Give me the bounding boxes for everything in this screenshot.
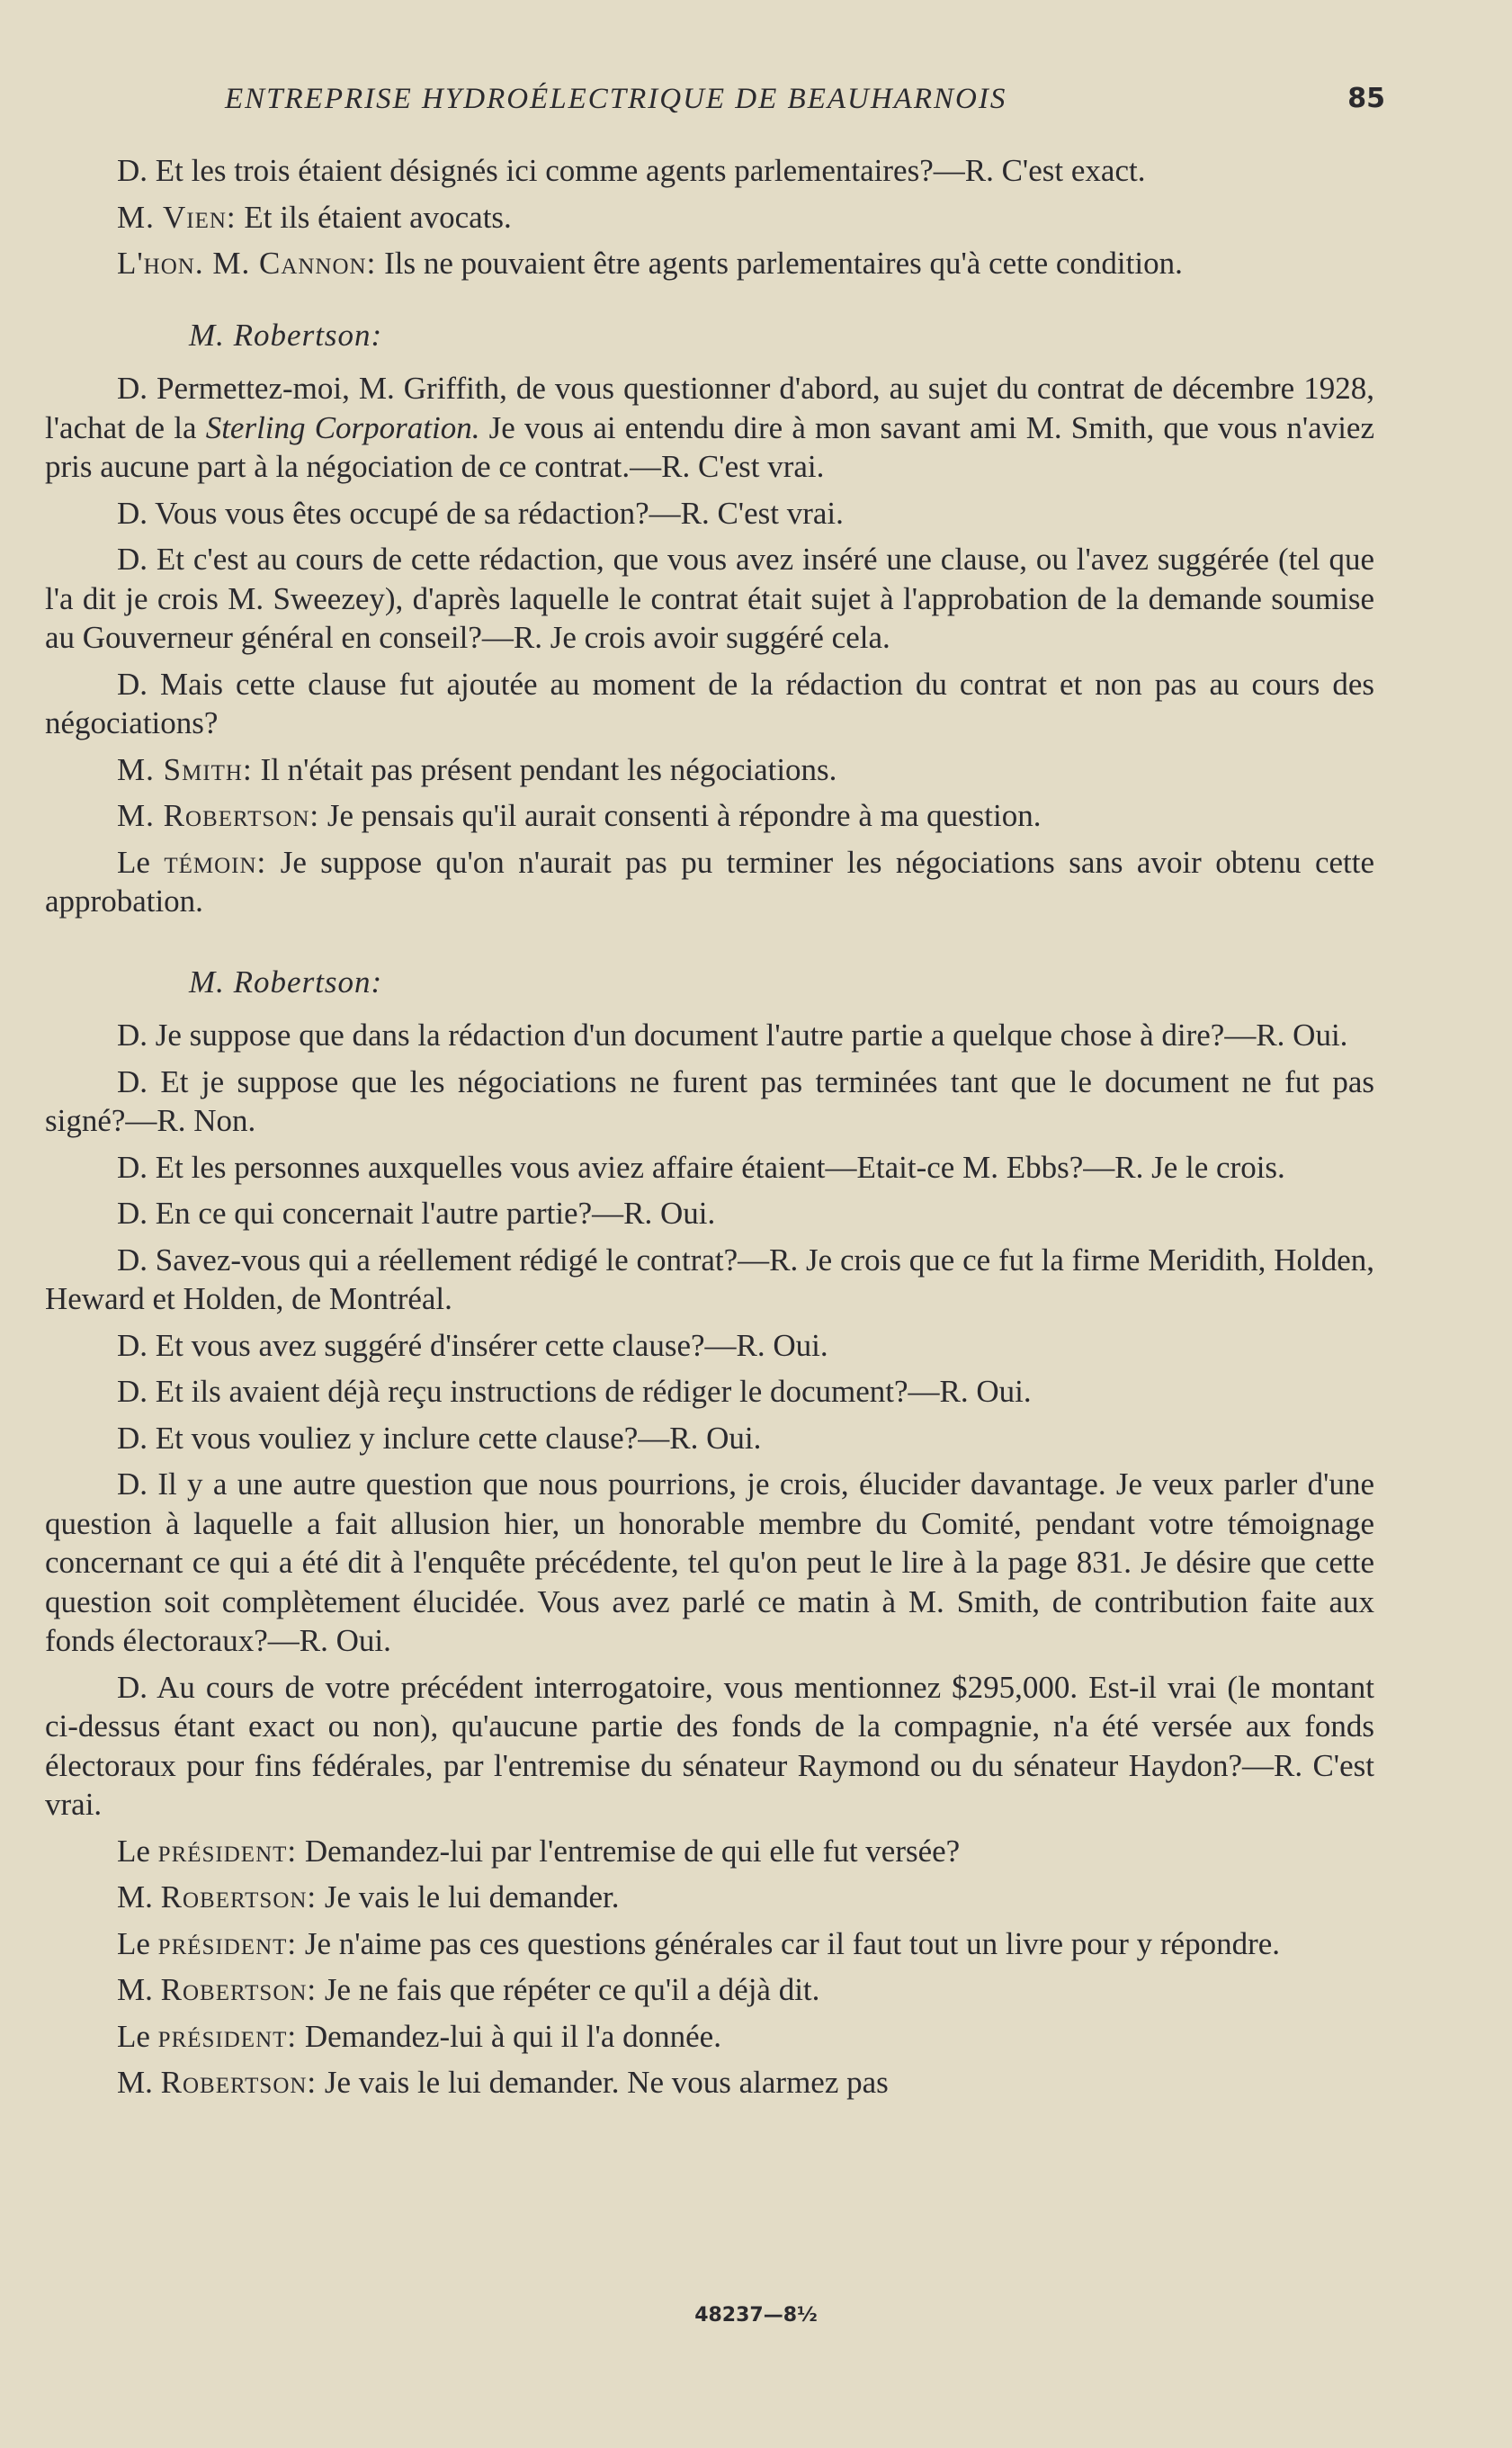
speech-text: Demandez-lui à qui il l'a donnée. (297, 2018, 721, 2054)
speech-text: Je vais le lui demander. Ne vous alarmez pas (317, 2065, 889, 2100)
speech-text: Je vais le lui demander. (317, 1879, 620, 1914)
speaker-name: président: (157, 1925, 298, 1961)
speaker-prefix: M. (117, 2065, 161, 2100)
paragraph (45, 1878, 1374, 1917)
section-heading: M. Robertson: (189, 317, 383, 353)
paragraph (45, 2017, 1374, 2057)
paragraph: D. Je suppose que dans la rédaction d'un document l'autre partie a quelque chose à dire?—R. Oui. (117, 1018, 1348, 1053)
speaker-name: Robertson: (160, 1879, 318, 1914)
speech-text: Il n'était pas présent pendant les négociations. (252, 751, 837, 787)
speech-text: Je ne fais que répéter ce qu'il a déjà dit. (317, 1972, 820, 2007)
printer-signature: 48237—8½ (694, 2304, 818, 2327)
paragraph: D. En ce qui concernait l'autre partie?—R. Oui. (117, 1196, 716, 1231)
paragraph (45, 843, 1374, 921)
speaker-name: Robertson: (160, 2065, 318, 2100)
paragraph: D. Il y a une autre question que nous pourrions, je crois, élucider davantage. Je veux parler d'une question à laquelle a fait allusion hier, un honorable membre du Comité, pendant votre témoignage concernant ce qui a été dit à l'enquête précédente, tel qu'on peut le lire à la page 831. Je désire que cette question soit complètement élucidée. Vous avez parlé ce matin à M. Smith, de contribution faite aux fonds électoraux?—R. Oui. (45, 1466, 1374, 1658)
paragraph: D. Et ils avaient déjà reçu instructions de rédiger le document?—R. Oui. (117, 1374, 1032, 1409)
page-number: 85 (1347, 83, 1385, 114)
paragraph (45, 198, 1374, 238)
paragraph (45, 244, 1374, 283)
paragraph (45, 1924, 1374, 1964)
paragraph: D. Au cours de votre précédent interrogatoire, vous mentionnez $295,000. Est-il vrai (le montant ci-dessus étant exact ou non), qu'aucune partie des fonds de la compagnie, n'a été versée aux fonds électoraux pour fins fédérales, par l'entremise du sénateur Raymond ou du sénateur Haydon?—R. C'est vrai. (45, 1669, 1374, 1822)
paragraph (45, 750, 1374, 790)
speaker-name: témoin: (164, 844, 267, 880)
speaker-name: L'hon. M. Cannon: (117, 246, 377, 281)
speaker-name: M. Vien: (117, 199, 237, 235)
paragraph: D. Vous vous êtes occupé de sa rédaction?—R. C'est vrai. (117, 495, 844, 531)
speech-text: Je pensais qu'il aurait consenti à répondre à ma question. (319, 798, 1042, 833)
paragraph: D. Mais cette clause fut ajoutée au moment de la rédaction du contrat et non pas au cours des négociations? (45, 666, 1374, 740)
speech-text: Demandez-lui par l'entremise de qui elle fut versée? (297, 1833, 961, 1869)
speaker-prefix: Le (117, 2018, 158, 2054)
italic-term: Sterling Corporation. (205, 409, 480, 445)
paragraph: D. Et je suppose que les négociations ne furent pas terminées tant que le document ne fut pas signé?—R. Non. (45, 1063, 1374, 1138)
paragraph: D. Et les trois étaient désignés ici comme agents parlementaires?—R. C'est exact. (117, 153, 1146, 188)
question-text: Je vous ai entendu dire à mon savant ami M. Smith, que vous n'aviez pris aucune part à la négociation de ce contrat.—R. C'est vrai. (45, 409, 1374, 484)
paragraph: D. Et les personnes auxquelles vous aviez affaire étaient—Etait-ce M. Ebbs?—R. Je le crois. (117, 1149, 1285, 1185)
speaker-prefix: Le (117, 1833, 158, 1869)
speaker-prefix: M. (117, 1879, 161, 1914)
speech-text: Je suppose qu'on n'aurait pas pu terminer les négociations sans avoir obtenu cette approbation. (45, 844, 1374, 919)
paragraph: D. Et vous avez suggéré d'insérer cette clause?—R. Oui. (117, 1327, 828, 1363)
speaker-name: président: (157, 2018, 298, 2054)
speech-text: Ils ne pouvaient être agents parlementaires qu'à cette condition. (376, 246, 1183, 281)
speaker-prefix: Le (117, 1925, 158, 1961)
speaker-name: président: (157, 1833, 298, 1869)
paragraph: D. Savez-vous qui a réellement rédigé le contrat?—R. Je crois que ce fut la firme Meridith, Holden, Heward et Holden, de Montréal. (45, 1242, 1374, 1316)
paragraph (45, 369, 1374, 487)
speaker-prefix: M. (117, 1972, 161, 2007)
speaker-name: M. Smith: (117, 751, 253, 787)
speaker-name: Robertson: (160, 1972, 318, 2007)
paragraph (45, 1832, 1374, 1871)
paragraph (45, 1970, 1374, 2010)
paragraph (45, 2063, 1374, 2103)
speech-text: Et ils étaient avocats. (236, 199, 512, 235)
paragraph: D. Et vous vouliez y inclure cette clause?—R. Oui. (117, 1420, 762, 1456)
speaker-prefix: Le (117, 844, 165, 880)
page-header (225, 83, 1385, 128)
running-title: ENTREPRISE HYDROÉLECTRIQUE DE BEAUHARNOIS (225, 83, 1007, 115)
speech-text: Je n'aime pas ces questions générales car il faut tout un livre pour y répondre. (297, 1925, 1281, 1961)
page-body (45, 151, 1374, 2110)
speaker-name: M. Robertson: (117, 798, 320, 833)
paragraph: D. Et c'est au cours de cette rédaction, que vous avez inséré une clause, ou l'avez suggérée (tel que l'a dit je crois M. Sweezey), d'après laquelle le contrat était sujet à l'approbation de la demande soumise au Gouverneur général en conseil?—R. Je crois avoir suggéré cela. (45, 542, 1374, 655)
paragraph (45, 796, 1374, 836)
section-heading: M. Robertson: (189, 964, 383, 1000)
question-text: D. Permettez-moi, M. Griffith, de vous questionner d'abord, au sujet du contrat de décembre 1928, l'achat de la (45, 371, 1374, 445)
